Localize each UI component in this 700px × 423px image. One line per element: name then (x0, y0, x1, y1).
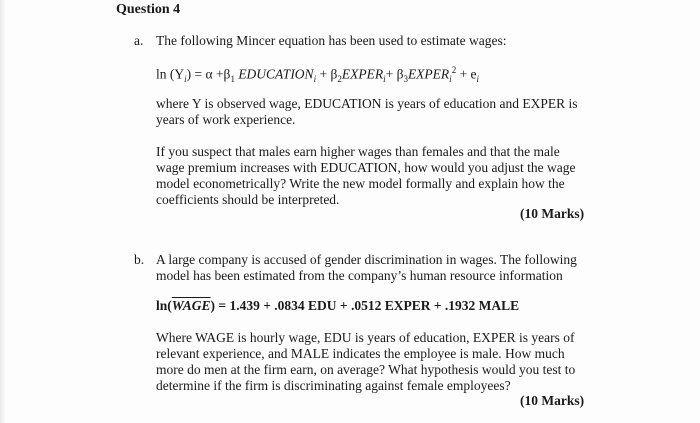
eq-err: + e (456, 66, 477, 82)
part-a-body-line: coefficients should be interpreted. (156, 192, 340, 207)
part-a-where-line-1: where Y is observed wage, EDUCATION is years of education and EXPER is (156, 96, 578, 111)
part-a-body-line: wage premium increases with EDUCATION, how would you adjust the wage (156, 160, 576, 175)
eq-lhs-close: ) = α +β (186, 66, 231, 82)
eq-err-sub: i (476, 74, 480, 85)
part-b-intro-line: A large company is accused of gender discrimination in wages. The following (156, 252, 577, 267)
part-b-eq-wage: WAGE (171, 298, 211, 313)
part-b-body (156, 330, 575, 394)
part-b-intro (156, 252, 577, 284)
eq-term3-sub: i (449, 74, 452, 85)
part-b-marks: (10 Marks) (520, 393, 585, 408)
part-a-body (156, 144, 576, 208)
eq-lhs: ln (Y (156, 66, 185, 82)
eq-b2-sub: 2 (337, 74, 342, 85)
part-b-equation (156, 298, 519, 314)
page-edge-shadow (0, 0, 6, 423)
eq-term2: EXPER (341, 66, 384, 82)
part-a-body-line: model econometrically? Write the new model formally and explain how the (156, 176, 565, 191)
eq-term1: EDUCATION (234, 66, 314, 82)
eq-term3-sup: 2 (451, 65, 457, 75)
eq-b1-sub: 1 (230, 74, 235, 85)
part-b-body-line: determine if the firm is discriminating against female employees? (156, 378, 511, 393)
part-a-marker: a. (134, 33, 144, 48)
part-b-eq-rest: ) = 1.439 + .0834 EDU + .0512 EXPER + .1932 MALE (210, 298, 520, 313)
part-b-eq-ln: ln( (156, 298, 172, 313)
part-b-body-line: relevant experience, and MALE indicates the employee is male. How much (156, 346, 565, 361)
part-a-where-line-2: years of work experience. (156, 112, 296, 127)
part-b-intro-line: model has been estimated from the company’s human resource information (156, 268, 563, 283)
eq-term2-sub: i (383, 74, 386, 85)
part-a-equation (156, 65, 479, 84)
part-a-marks: (10 Marks) (520, 206, 585, 221)
part-b-marker: b. (134, 252, 145, 267)
eq-plus2: + β (385, 66, 404, 82)
part-a-body-line: If you suspect that males earn higher wages than females and that the male (156, 144, 560, 159)
eq-lhs-sub: i (184, 74, 187, 85)
part-a-where (156, 96, 578, 128)
part-b-body-line: more do men at the firm earn, on average? What hypothesis would you test to (156, 362, 576, 377)
part-a-intro: The following Mincer equation has been used to estimate wages: (156, 33, 507, 48)
eq-b3-sub: 3 (403, 74, 408, 85)
eq-term3: EXPER (407, 66, 450, 82)
part-b-body-line: Where WAGE is hourly wage, EDU is years of education, EXPER is years of (156, 330, 575, 345)
question-title: Question 4 (116, 2, 181, 17)
eq-term1-sub: i (313, 74, 317, 85)
eq-plus1: + β (316, 66, 338, 82)
